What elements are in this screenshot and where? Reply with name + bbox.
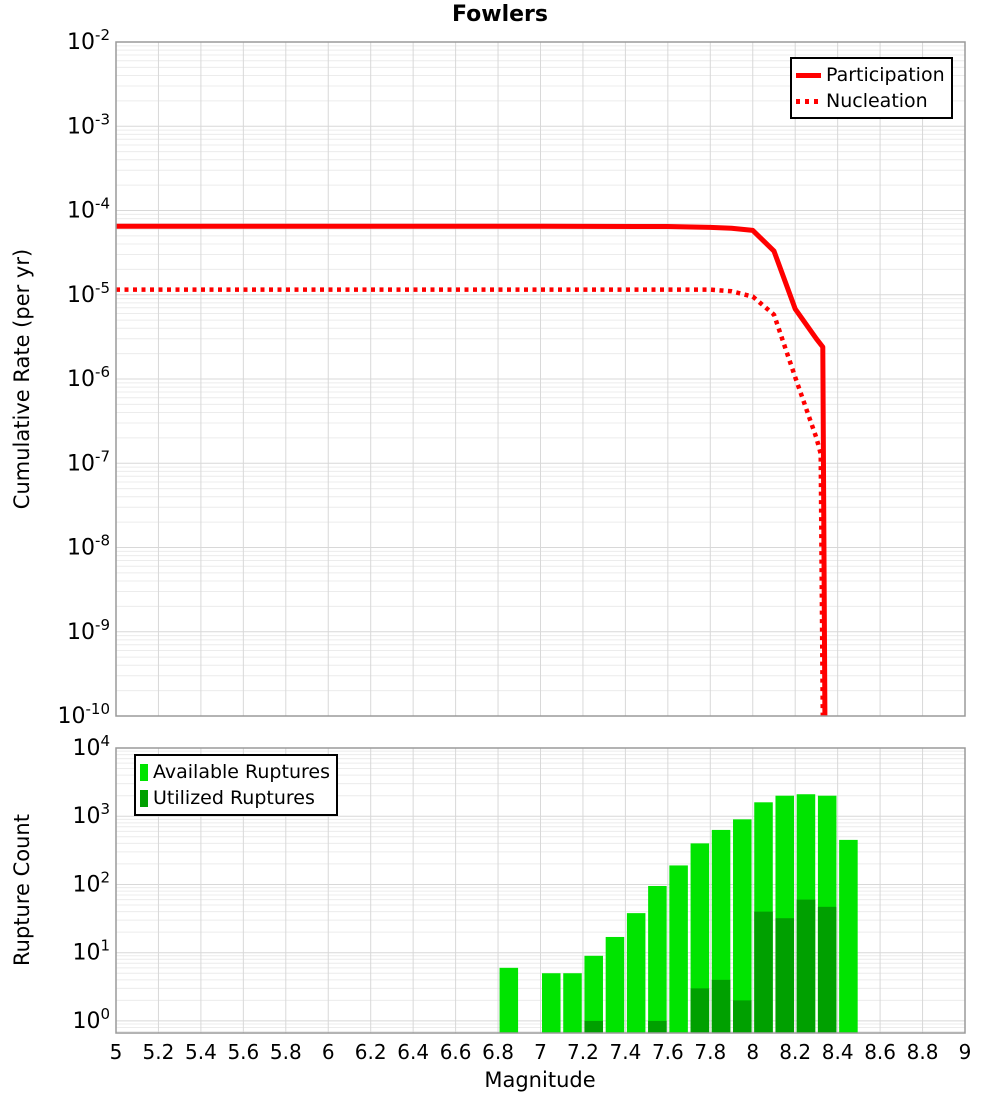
y-tick-label: $10^{-10}$	[57, 700, 110, 729]
x-tick-label: 7.4	[609, 1040, 642, 1064]
available-swatch-icon	[140, 764, 148, 781]
x-tick-label: 6.6	[439, 1040, 472, 1064]
available-bar	[606, 937, 625, 1033]
legend-label: Nucleation	[826, 90, 928, 112]
x-tick-label: 8	[746, 1040, 760, 1064]
top-y-axis-label: Cumulative Rate (per yr)	[10, 248, 34, 510]
utilized-bar	[691, 988, 710, 1033]
x-tick-label: 6	[321, 1040, 335, 1064]
chart-title: Fowlers	[452, 2, 548, 27]
x-axis-label: Magnitude	[484, 1068, 596, 1092]
y-tick-label: $10^2$	[72, 868, 110, 898]
y-tick-label: $10^{-5}$	[67, 278, 110, 308]
legend-label: Utilized Ruptures	[153, 787, 315, 809]
x-tick-label: 5.8	[269, 1040, 302, 1064]
legend-label: Participation	[826, 64, 945, 86]
utilized-bar	[712, 980, 731, 1033]
x-tick-label: 8.4	[821, 1040, 854, 1064]
x-tick-label: 6.2	[354, 1040, 387, 1064]
x-tick-label: 5.2	[142, 1040, 175, 1064]
x-tick-label: 7.6	[651, 1040, 684, 1064]
utilized-bar	[818, 907, 837, 1033]
gridlines	[116, 42, 965, 716]
y-tick-labels	[72, 732, 110, 1034]
rate-curves	[116, 226, 826, 760]
x-tick-label: 6.8	[482, 1040, 514, 1064]
available-bar	[500, 968, 519, 1033]
available-bar	[542, 973, 561, 1033]
available-bar	[839, 840, 858, 1033]
nucleation-curve	[116, 290, 824, 760]
x-tick-label: 7	[534, 1040, 547, 1064]
x-tick-label: 7.2	[567, 1040, 599, 1064]
utilized-bar	[754, 912, 773, 1033]
utilized-bar	[775, 918, 794, 1033]
y-tick-label: $10^{-9}$	[67, 615, 110, 645]
x-tick-label: 9	[958, 1040, 972, 1064]
utilized-bar	[733, 1000, 752, 1033]
y-tick-label: $10^{-2}$	[67, 26, 110, 55]
participation-line-icon	[796, 73, 821, 78]
y-tick-label: $10^{-6}$	[67, 363, 110, 392]
x-tick-label: 7.8	[694, 1040, 727, 1064]
y-tick-label: $10^{-4}$	[67, 194, 110, 224]
y-tick-label: $10^{-7}$	[67, 447, 110, 477]
x-tick-label: 8.6	[864, 1040, 897, 1064]
available-bar	[563, 973, 582, 1033]
top-legend	[790, 57, 953, 119]
rupture-bars	[500, 794, 858, 1033]
x-tick-label: 5.4	[184, 1040, 217, 1064]
available-bar	[627, 913, 646, 1033]
utilized-swatch-icon	[140, 790, 148, 807]
x-tick-label: 5	[109, 1040, 123, 1064]
nucleation-line-icon	[796, 99, 821, 104]
y-tick-label: $10^{-8}$	[67, 531, 110, 561]
available-bar	[648, 886, 667, 1033]
legend-label: Available Ruptures	[153, 761, 330, 783]
bottom-y-axis-label: Rupture Count	[10, 814, 34, 966]
x-tick-label: 6.4	[397, 1040, 430, 1064]
legend-item-nucleation	[796, 88, 945, 114]
y-tick-label: $10^0$	[72, 1004, 110, 1034]
bottom-legend	[134, 754, 338, 816]
x-tick-label: 8.2	[779, 1040, 812, 1064]
utilized-bar	[584, 1021, 603, 1033]
y-tick-label: $10^4$	[72, 732, 110, 761]
y-tick-label: $10^{-3}$	[67, 110, 110, 140]
y-tick-labels	[58, 26, 111, 729]
x-tick-labels	[110, 1040, 972, 1064]
x-tick-label: 5.6	[227, 1040, 260, 1064]
available-bar	[669, 865, 688, 1033]
utilized-bar	[648, 1021, 667, 1033]
utilized-bar	[797, 900, 816, 1033]
legend-item-utilized	[140, 785, 330, 811]
y-tick-label: $10^3$	[72, 800, 110, 830]
legend-item-available	[140, 759, 330, 785]
participation-curve	[116, 226, 826, 760]
x-tick-label: 8.8	[906, 1040, 939, 1064]
legend-item-participation	[796, 62, 945, 88]
y-tick-label: $10^1$	[72, 936, 110, 966]
